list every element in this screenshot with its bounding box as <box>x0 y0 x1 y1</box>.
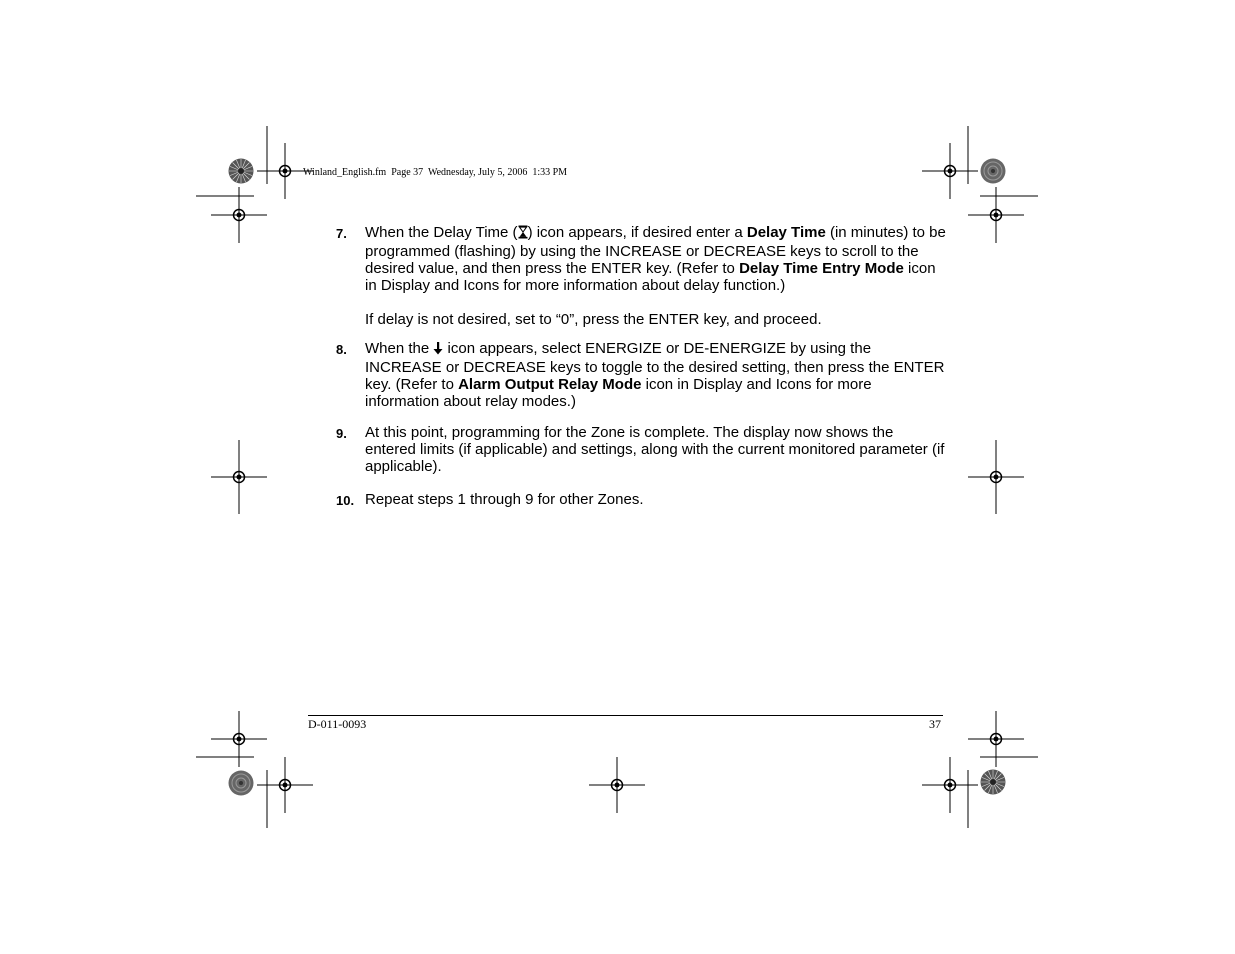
registration-mark-icon <box>968 187 1024 243</box>
step-item <box>336 424 946 475</box>
step-text: When the Delay Time ( ) icon appears, if desired enter a Delay Time (in minutes) to be programmed (flashing) by using the INCREASE or DECREASE keys to scroll to the desired value, and then press the ENTER key. (Refer to Delay Time Entry Mode icon in Display and Icons for more information about delay function.) <box>365 224 946 294</box>
registration-mark-icon <box>211 711 267 767</box>
registration-mark-icon <box>968 711 1024 767</box>
color-bar-icon <box>229 159 254 184</box>
step-text: When the icon appears, select ENERGIZE or DE-ENERGIZE by using the INCREASE or DECREASE keys to toggle to the desired setting, then press the ENTER key. (Refer to Alarm Output Relay Mode icon in Display and Icons for more information about relay modes.) <box>365 340 945 410</box>
step-text: At this point, programming for the Zone is complete. The display now shows the entered limits (if applicable) and settings, along with the current monitored parameter (if applicable). <box>365 424 945 475</box>
step-number: 7. <box>336 226 347 241</box>
page-number: 37 <box>929 717 941 731</box>
registration-mark-icon <box>922 143 978 199</box>
down-arrow-icon <box>433 341 443 359</box>
step-number: 10. <box>336 493 355 508</box>
document-id: D-011-0093 <box>308 717 367 731</box>
step-text: Repeat steps 1 through 9 for other Zones. <box>365 491 644 508</box>
step-note: If delay is not desired, set to “0”, press the ENTER key, and proceed. <box>365 311 822 328</box>
color-bar-icon <box>981 770 1006 795</box>
step-item <box>336 491 946 508</box>
step-item <box>336 224 946 328</box>
footer-rule <box>308 715 943 716</box>
registration-mark-icon <box>211 187 267 243</box>
step-number: 8. <box>336 342 347 357</box>
registration-mark-icon <box>589 757 645 813</box>
registration-mark-icon <box>922 757 978 813</box>
color-bar-icon <box>981 159 1006 184</box>
color-bar-icon <box>229 771 254 796</box>
print-slug: Winland_English.fm Page 37 Wednesday, July 5, 2006 1:33 PM <box>303 167 568 178</box>
step-item <box>336 340 946 410</box>
registration-mark-icon <box>257 757 313 813</box>
step-number: 9. <box>336 426 347 441</box>
hourglass-icon <box>518 225 528 243</box>
